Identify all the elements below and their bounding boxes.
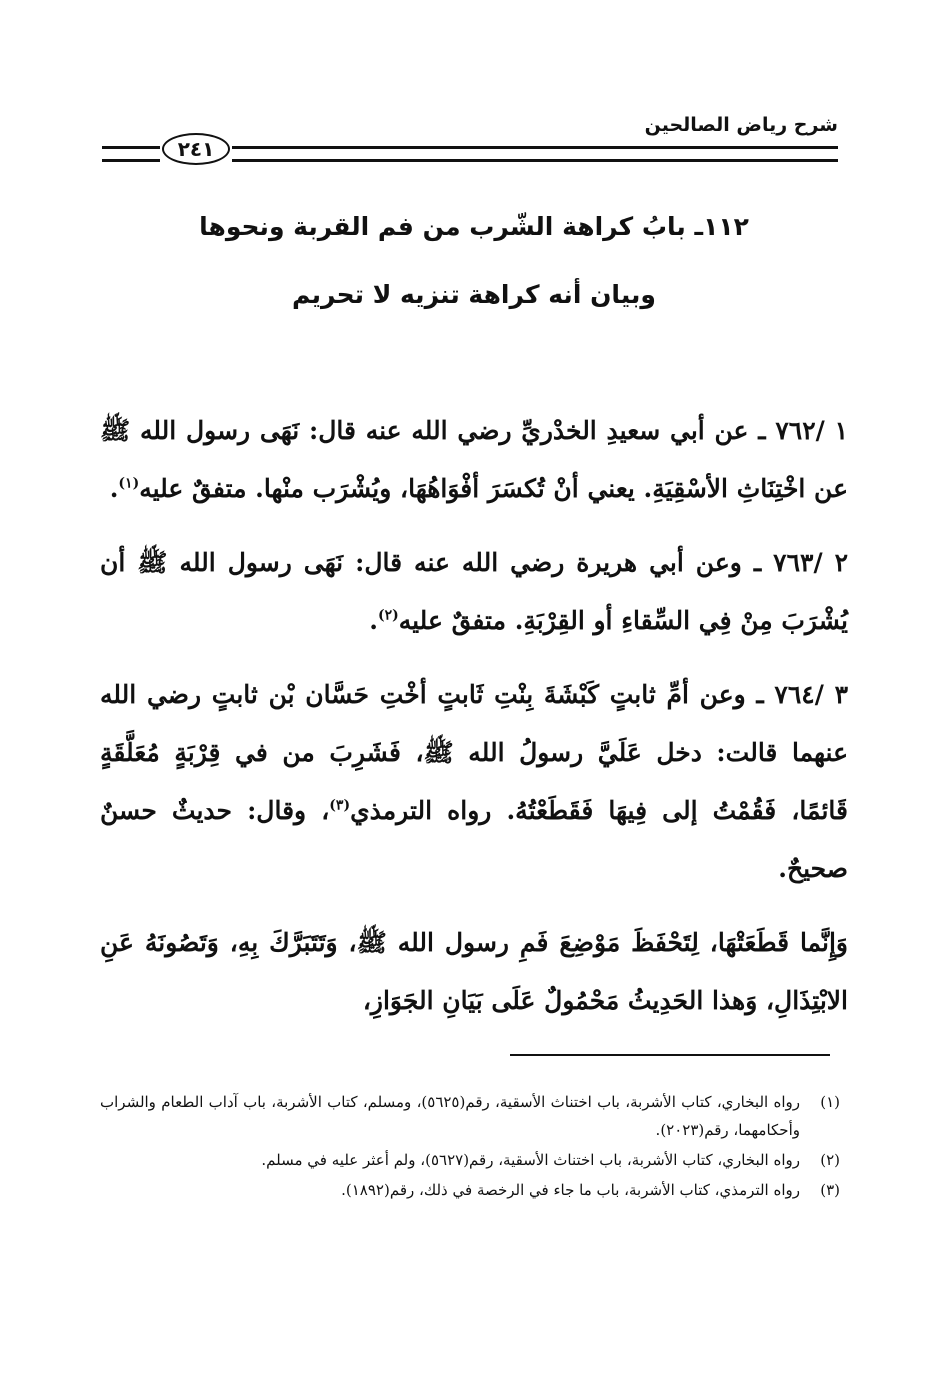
footnote-text: رواه البخاري، كتاب الأشربة، باب اختناث الأسقية، رقم(٥٦٢٧)، ولم أعثر عليه في مسلم. — [261, 1151, 800, 1169]
footnote-text: رواه الترمذي، كتاب الأشربة، باب ما جاء في الرخصة في ذلك، رقم(١٨٩٢). — [341, 1181, 800, 1199]
footnote-mark: (٢) — [820, 1151, 840, 1169]
footnote — [100, 1176, 840, 1204]
chapter-subtitle: وبيان أنه كراهة تنزيه لا تحريم — [292, 280, 656, 309]
hadith-number: ٣ /٧٦٤ — [774, 680, 848, 709]
hadith-text: ـ وعن أمِّ ثابتٍ كَبْشَةَ بِنْتِ ثَابتٍ أخْتِ حَسَّان بْن ثابتٍ رضي الله عنهما قالت: دخل عَلَيَّ رسولُ الله ﷺ، فَشَرِبَ من في قِرْبَةٍ مُعَلَّقَةٍ قَائمًا، فَقُمْتُ إلى فِيهَا فَقَطَعْتُهُ. رواه الترمذي — [100, 680, 848, 825]
footnote-text: رواه البخاري، كتاب الأشربة، باب اختناث الأسقية، رقم(٥٦٢٥)، ومسلم، كتاب الأشربة، باب آداب الطعام والشراب وأحكامهما، رقم(٢٠٢٣). — [100, 1093, 800, 1139]
hadith-text-end: ، وقال: حديثٌ حسنٌ صحيحٌ. — [100, 796, 848, 883]
footnote — [100, 1088, 840, 1144]
commentary-paragraph: وَإِنَّما قَطَعَتْهَا، لِتَحْفَظَ مَوْضِعَ فَمِ رسول الله ﷺ، وَتَتَبَرَّكَ بِهِ، وَتَصُونَهُ عَنِ الابْتِذَالِ، وَهذا الحَدِيثُ مَحْمُولٌ عَلَى بَيَانِ الجَوَازِ، — [100, 928, 848, 1015]
hadith-text-end: . — [369, 606, 378, 635]
chapter-title: ١١٢ـ بابُ كراهة الشّرب من فم القربة ونحوها — [199, 212, 749, 241]
footnote — [100, 1146, 840, 1174]
header-double-rule — [232, 146, 838, 162]
hadith-text: ـ عن أبي سعيدِ الخدْريِّ رضي الله عنه قال: نَهَى رسول الله ﷺ عن اخْتِنَاثِ الأسْقِيَةِ. يعني أنْ تُكسَرَ أفْوَاهُهَا، ويُشْرَب منْها. متفقٌ عليه — [100, 416, 848, 503]
footnote-mark: (٣) — [820, 1181, 840, 1199]
footnote-reference: (١) — [118, 475, 140, 492]
footnotes — [100, 1088, 840, 1206]
hadith-text: ـ وعن أبي هريرة رضي الله عنه قال: نَهَى رسول الله ﷺ أن يُشْرَبَ مِنْ فِي السِّقاءِ أو القِرْبَةِ. متفقٌ عليه — [100, 548, 848, 635]
hadith-number: ٢ /٧٦٣ — [773, 548, 848, 577]
hadith-number: ١ /٧٦٢ — [775, 416, 848, 445]
hadith-paragraph — [100, 534, 848, 650]
page-number: ٢٤١ — [162, 133, 230, 165]
footnote-reference: (٢) — [377, 607, 399, 624]
hadith-text-end: . — [109, 474, 119, 503]
hadith-paragraph — [100, 402, 848, 518]
running-header-title: شرح رياض الصالحين — [644, 114, 838, 136]
footnote-reference: (٣) — [329, 797, 351, 814]
hadith-body — [100, 402, 848, 1046]
footnote-mark: (١) — [820, 1093, 840, 1111]
footnote-separator — [510, 1054, 830, 1056]
header-double-rule-short — [102, 146, 160, 162]
hadith-paragraph — [100, 666, 848, 898]
